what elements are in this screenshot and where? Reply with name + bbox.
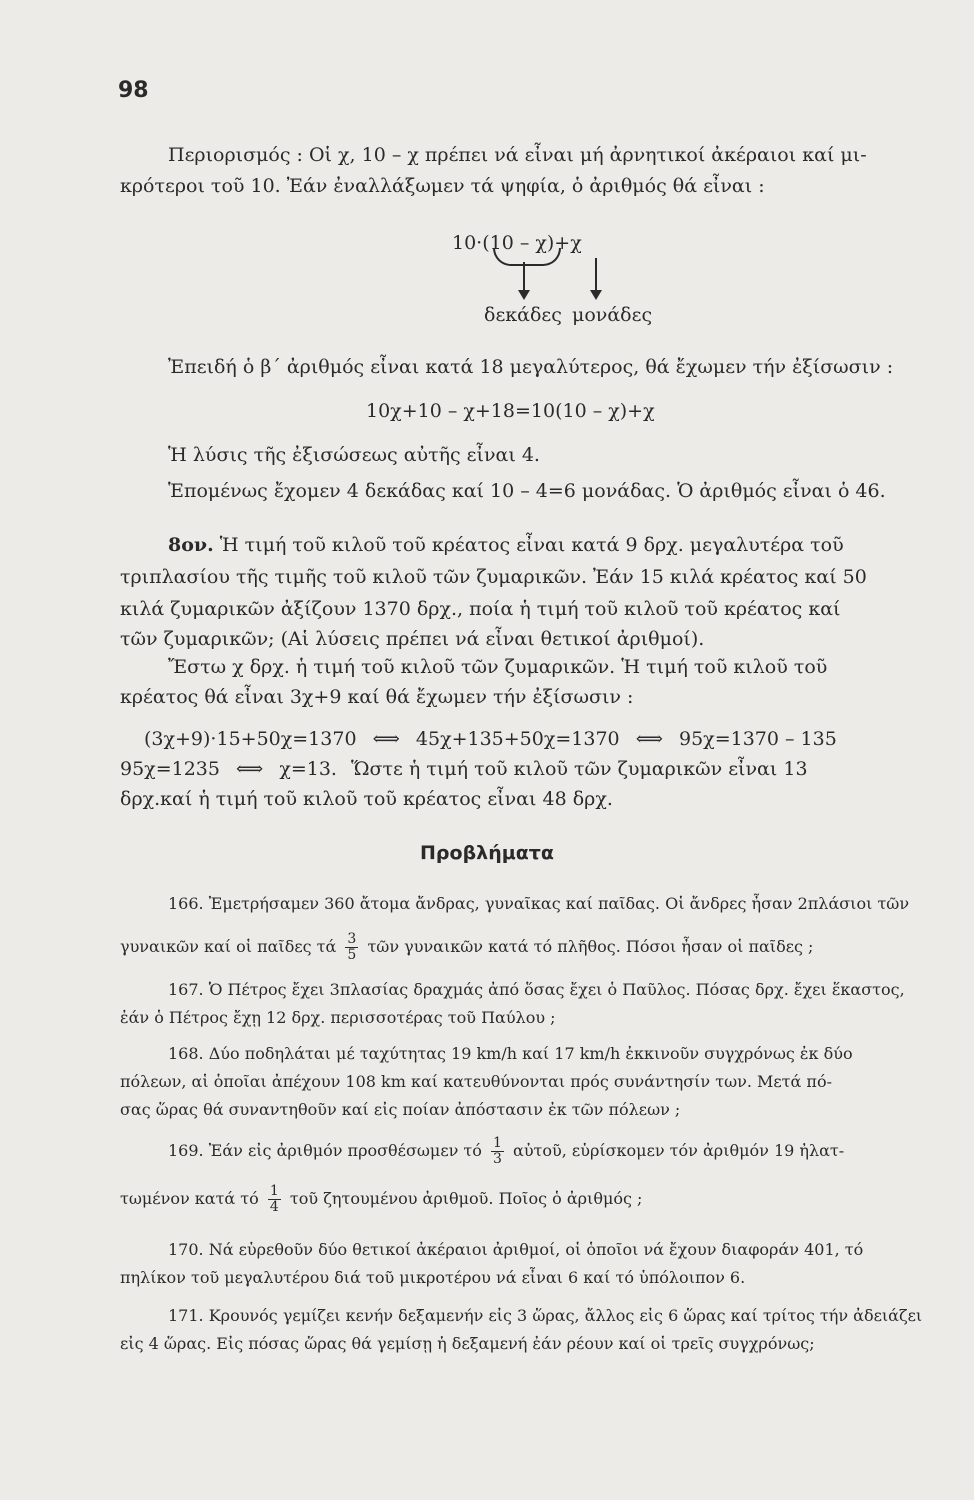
arrow-units xyxy=(595,258,597,292)
label-units: μονάδες xyxy=(572,304,653,326)
text-line: κρότεροι τοῦ 10. Ἐάν ἐναλλάξωμεν τά ψηφία, ὁ ἀριθμός θά εἶναι : xyxy=(120,175,765,197)
problem-169-line: τοῦ ζητουμένου ἀριθμοῦ. Ποῖος ὁ ἀριθμός ; xyxy=(289,1189,643,1208)
text-line: τριπλασίου τῆς τιμῆς τοῦ κιλοῦ τῶν ζυμαρικῶν. Ἐάν 15 κιλά κρέατος καί 50 xyxy=(120,566,867,588)
arrow-tens xyxy=(523,262,525,292)
arrowhead-down-icon xyxy=(518,290,530,300)
text-line: Περιορισμός : Οἱ χ, 10 – χ πρέπει νά εἶναι μή ἀρνητικοί ἀκέραιοι καί μι- xyxy=(168,144,867,166)
problem-168-line: πόλεων, αἱ ὁποῖαι ἀπέχουν 108 km καί κατευθύνονται πρός συνάντησίν των. Μετά πό- xyxy=(120,1072,832,1091)
problem-166-line: γυναικῶν καί οἱ παῖδες τά xyxy=(120,937,337,956)
equivalence-icon: ⟺ xyxy=(635,728,663,750)
arrowhead-down-icon xyxy=(590,290,602,300)
text-line: δρχ.καί ἡ τιμή τοῦ κιλοῦ τοῦ κρέατος εἶναι 48 δρχ. xyxy=(120,788,613,810)
equation: 95χ=1370 – 135 xyxy=(679,728,837,750)
text-line: Ἑπομένως ἔχομεν 4 δεκάδας καί 10 – 4=6 μονάδας. Ὁ ἀριθμός εἶναι ὁ 46. xyxy=(168,480,886,502)
problem-168-line: σας ὥρας θά συναντηθοῦν καί εἰς ποίαν ἀπόστασιν ἐκ τῶν πόλεων ; xyxy=(120,1100,681,1119)
problem-170-line: πηλίκον τοῦ μεγαλυτέρου διά τοῦ μικροτέρου νά εἶναι 6 καί τό ὑπόλοιπον 6. xyxy=(120,1268,746,1287)
label-tens: δεκάδες xyxy=(484,304,562,326)
fraction: $\frac{1}{4}$ xyxy=(269,1183,279,1215)
fraction: $\frac{3}{5}$ xyxy=(347,931,357,963)
page-number: 98 xyxy=(118,78,149,103)
text-line: Ὥστε ἡ τιμή τοῦ κιλοῦ τῶν ζυμαρικῶν εἶναι 13 xyxy=(351,758,808,780)
problem-168-line: 168. Δύο ποδηλάται μέ ταχύτητας 19 km/h καί 17 km/h ἐκκινοῦν συγχρόνως ἐκ δύο xyxy=(168,1044,853,1063)
equation: 10χ+10 – χ+18=10(10 – χ)+χ xyxy=(366,400,655,422)
exercise-label: 8ον. xyxy=(168,534,214,556)
problem-167-line: 167. Ὁ Πέτρος ἔχει 3πλασίας δραχμάς ἀπό ὅσας ἔχει ὁ Παῦλος. Πόσας δρχ. ἔχει ἕκαστος, xyxy=(168,980,905,999)
equation: 95χ=1235 xyxy=(120,758,220,780)
problem-166-line: 166. Ἐμετρήσαμεν 360 ἄτομα ἄνδρας, γυναῖκας καί παῖδας. Οἱ ἄνδρες ἦσαν 2πλάσιοι τῶν xyxy=(168,894,910,913)
text-line: Ἔστω χ δρχ. ἡ τιμή τοῦ κιλοῦ τῶν ζυμαρικῶν. Ἡ τιμή τοῦ κιλοῦ τοῦ xyxy=(168,656,828,678)
equivalence-icon: ⟺ xyxy=(236,758,264,780)
text-line: Ἡ τιμή τοῦ κιλοῦ τοῦ κρέατος εἶναι κατά 9 δρχ. μεγαλυτέρα τοῦ xyxy=(219,534,844,556)
text-line: κρέατος θά εἶναι 3χ+9 καί θά ἔχωμεν τήν ἐξίσωσιν : xyxy=(120,686,634,708)
problem-167-line: ἐάν ὁ Πέτρος ἔχῃ 12 δρχ. περισσοτέρας τοῦ Παύλου ; xyxy=(120,1008,556,1027)
problem-169-line: 169. Ἐάν εἰς ἀριθμόν προσθέσωμεν τό xyxy=(168,1141,482,1160)
equivalence-icon: ⟺ xyxy=(372,728,400,750)
problem-169-line: αὐτοῦ, εὑρίσκομεν τόν ἀριθμόν 19 ἠλατ- xyxy=(513,1141,845,1160)
equation: (3χ+9)·15+50χ=1370 xyxy=(144,728,357,750)
text-line: Ἡ λύσις τῆς ἐξισώσεως αὐτῆς εἶναι 4. xyxy=(168,444,540,466)
equation: 45χ+135+50χ=1370 xyxy=(415,728,620,750)
section-heading: Προβλήματα xyxy=(420,842,554,864)
problem-166-line: τῶν γυναικῶν κατά τό πλῆθος. Πόσοι ἦσαν οἱ παῖδες ; xyxy=(367,937,814,956)
problem-170-line: 170. Νά εὑρεθοῦν δύο θετικοί ἀκέραιοι ἀριθμοί, οἱ ὁποῖοι νά ἔχουν διαφοράν 401, τό xyxy=(168,1240,864,1259)
fraction: $\frac{1}{3}$ xyxy=(493,1135,502,1167)
problem-171-line: εἰς 4 ὥρας. Εἰς πόσας ὥρας θά γεμίσῃ ἡ δεξαμενή ἐάν ρέουν καί οἱ τρεῖς συγχρόνως; xyxy=(120,1334,815,1353)
text-line: κιλά ζυμαρικῶν ἀξίζουν 1370 δρχ., ποία ἡ τιμή τοῦ κιλοῦ τοῦ κρέατος καί xyxy=(120,598,841,620)
underbrace xyxy=(493,248,561,266)
problem-169-line: τωμένον κατά τό xyxy=(120,1189,259,1208)
text-line: τῶν ζυμαρικῶν; (Αἱ λύσεις πρέπει νά εἶναι θετικοί ἀριθμοί). xyxy=(120,628,705,650)
problem-171-line: 171. Κρουνός γεμίζει κενήν δεξαμενήν εἰς 3 ὥρας, ἄλλος εἰς 6 ὥρας καί τρίτος τήν ἀδειάζει xyxy=(168,1306,923,1325)
text-line: Ἐπειδή ὁ β΄ ἀριθμός εἶναι κατά 18 μεγαλύτερος, θά ἔχωμεν τήν ἐξίσωσιν : xyxy=(168,356,894,378)
formula-reversed-number: 10·(10 – χ)+χ xyxy=(452,232,582,254)
equation: χ=13. xyxy=(279,758,337,780)
